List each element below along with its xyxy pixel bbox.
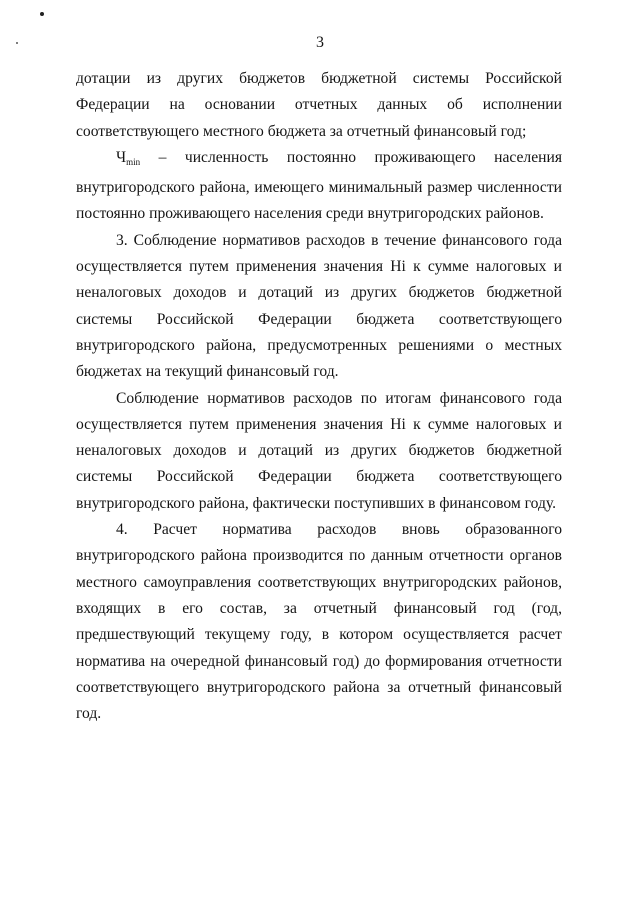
scan-speck xyxy=(40,12,44,16)
symbol-subscript: min xyxy=(126,156,141,167)
paragraph-population-definition xyxy=(76,145,562,228)
population-min-symbol xyxy=(116,149,140,166)
paragraph-year-end-compliance: Соблюдение нормативов расходов по итогам финансового года осуществляется путем применения значения Нi к сумме налоговых и неналоговых доходов и дотаций из других бюджетов бюджетной системы Российской Федерации бюджета соответствующего внутригородского района, фактически поступивших в финансовом году. xyxy=(76,389,562,512)
paragraph-dotations-continuation: дотации из других бюджетов бюджетной системы Российской Федерации на основании отчетных данных об исполнении соответствующего местного бюджета за отчетный финансовый год; xyxy=(76,70,562,140)
population-definition-text: – численность постоянно проживающего населения внутригородского района, имеющего минимальный размер численности постоянно проживающего населения среди внутригородских районов. xyxy=(76,148,562,223)
document-body xyxy=(76,66,562,727)
paragraph-clause-4: 4. Расчет норматива расходов вновь образованного внутригородского района производится по данным отчетности органов местного самоуправления соответствующих внутригородских районов, входящих в его состав, за отчетный финансовый год (год, предшествующий текущему году, в котором осуществляется расчет норматива на очередной финансовый год) до формирования отчетности соответствующего внутригородского района за отчетный финансовый год. xyxy=(76,521,562,723)
page-number: 3 xyxy=(316,34,324,51)
paragraph-clause-3: 3. Соблюдение нормативов расходов в течение финансового года осуществляется путем применения значения Нi к сумме налоговых и неналоговых доходов и дотаций из других бюджетов бюджетной системы Российской Федерации бюджета соответствующего внутригородского района, предусмотренных решениями о местных бюджетах на текущий финансовый год. xyxy=(76,231,562,381)
symbol-letter: Ч xyxy=(116,148,127,166)
